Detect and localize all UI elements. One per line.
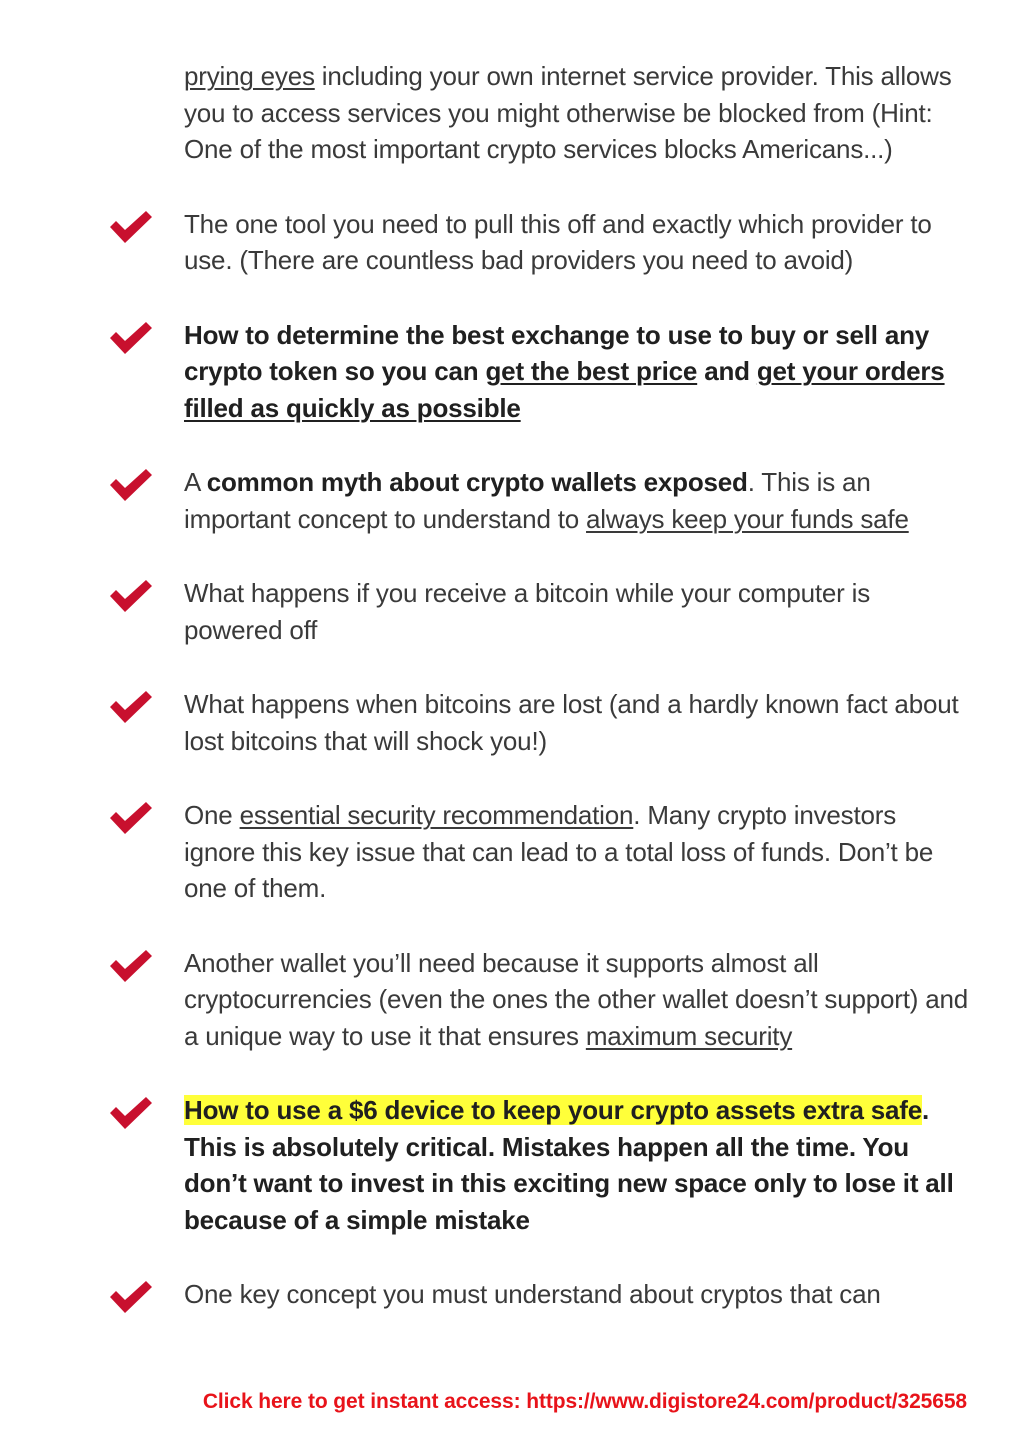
- list-item: [184, 1092, 974, 1238]
- checkmark-icon: [108, 321, 154, 355]
- item-2-text: How to determine the best exchange to use to buy or sell any crypto token so you can: [184, 319, 930, 386]
- item-3-text: A: [184, 467, 207, 497]
- item-1-text: The one tool you need to pull this off and exactly which provider to use. (There are countless bad providers you need to avoid): [184, 208, 932, 275]
- item-7-text: Another wallet you’ll need because it supports almost all cryptocurrencies (even the ones the other wallet doesn’t support) and a unique way to use it that ensures: [184, 947, 968, 1051]
- list-item: [184, 797, 974, 907]
- item-2-and: and: [697, 356, 757, 386]
- funds-safe-link[interactable]: always keep your funds safe: [586, 503, 909, 534]
- item-text: [184, 464, 974, 537]
- list-item: [184, 945, 974, 1055]
- item-text: [184, 945, 974, 1055]
- item-3-bold: common myth about crypto wallets exposed: [206, 467, 748, 497]
- document-body: [184, 58, 974, 1313]
- item-6-text-2: . Many crypto investors ignore this key issue that can lead to a total loss of funds. Don’t be one of them.: [184, 800, 934, 903]
- list-item: [184, 317, 974, 427]
- item-5-text: What happens when bitcoins are lost (and a hardly known fact about lost bitcoins that will shock you!): [184, 689, 959, 756]
- highlighted-text: How to use a $6 device to keep your crypto assets extra safe: [184, 1095, 922, 1125]
- checkmark-icon: [108, 468, 154, 502]
- checkmark-icon: [108, 801, 154, 835]
- maximum-security-link[interactable]: maximum security: [585, 1020, 793, 1051]
- list-item: [184, 206, 974, 279]
- item-text: [184, 686, 974, 759]
- checkmark-icon: [108, 949, 154, 983]
- list-item: [184, 1276, 974, 1313]
- item-4-text: What happens if you receive a bitcoin while your computer is powered off: [184, 578, 871, 645]
- item-6-text: One: [184, 800, 240, 830]
- item-8-text: . This is absolutely critical. Mistakes happen all the time. You don’t want to invest in this exciting new space only to lose it all because of a simple mistake: [184, 1095, 954, 1235]
- item-9-text: One key concept you must understand about cryptos that can: [184, 1279, 881, 1309]
- item-text: [184, 1092, 974, 1238]
- checkmark-icon: [108, 1280, 154, 1314]
- item-text: [184, 1276, 974, 1313]
- access-link[interactable]: Click here to get instant access: https://www.digistore24.com/product/325658: [202, 1390, 967, 1413]
- item-text: [184, 317, 974, 427]
- checkmark-icon: [108, 579, 154, 613]
- list-item: [184, 575, 974, 648]
- list-item: [184, 464, 974, 537]
- item-text: [184, 206, 974, 279]
- list-item: [184, 686, 974, 759]
- prying-eyes-link[interactable]: prying eyes: [184, 61, 315, 91]
- checkmark-icon: [108, 210, 154, 244]
- checkmark-icon: [108, 1096, 154, 1130]
- orders-filled-link[interactable]: get your orders filled as quickly as possible: [184, 356, 945, 423]
- item-text: [184, 575, 974, 648]
- intro-paragraph: [184, 58, 974, 168]
- security-recommendation-link[interactable]: essential security recommendation: [239, 800, 634, 830]
- checkmark-icon: [108, 690, 154, 724]
- item-text: [184, 797, 974, 907]
- best-price-link[interactable]: get the best price: [485, 356, 698, 386]
- item-3-text-2: . This is an important concept to understand to: [184, 467, 871, 534]
- intro-text: including your own internet service provider. This allows you to access services you might otherwise be blocked from (Hint: One of the most important crypto services blocks Americans...): [184, 61, 952, 164]
